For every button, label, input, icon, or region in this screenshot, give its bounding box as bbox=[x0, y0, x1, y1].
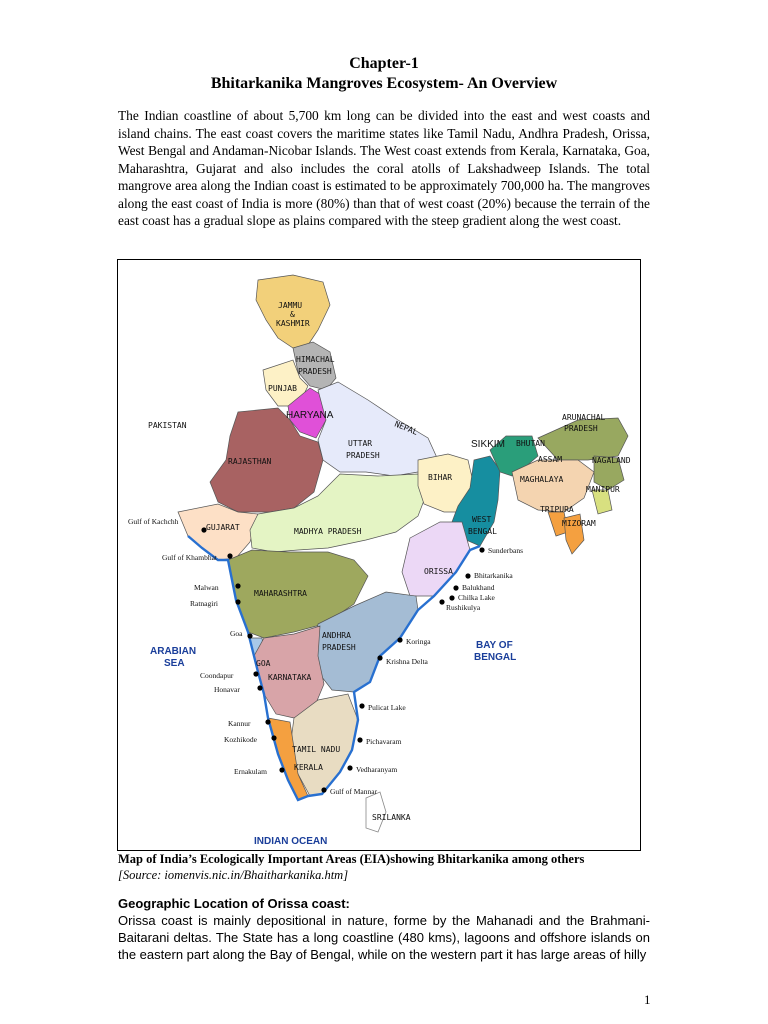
site-balukhand: Balukhand bbox=[462, 583, 495, 592]
site-bhitarkanika: Bhitarkanika bbox=[474, 571, 513, 580]
site-vedharanyam: Vedharanyam bbox=[356, 765, 398, 774]
site-dot bbox=[265, 719, 270, 724]
label-ap1: ANDHRA bbox=[322, 631, 351, 640]
label-hp1: HIMACHAL bbox=[296, 355, 335, 364]
site-dot bbox=[235, 583, 240, 588]
label-pakistan: PAKISTAN bbox=[148, 421, 187, 430]
site-dot bbox=[279, 767, 284, 772]
label-tripura: TRIPURA bbox=[540, 505, 574, 514]
label-meghalaya: MAGHALAYA bbox=[520, 475, 564, 484]
site-rushikulya: Rushikulya bbox=[446, 603, 481, 612]
site-dot bbox=[271, 735, 276, 740]
label-bay1: BAY OF bbox=[476, 640, 513, 651]
label-up1: UTTAR bbox=[348, 439, 373, 448]
site-dot bbox=[359, 703, 364, 708]
site-dot bbox=[235, 599, 240, 604]
map-caption: Map of India’s Ecologically Important Areas (EIA)showing Bhitarkanika among others bbox=[118, 852, 585, 866]
label-maharashtra: MAHARASHTRA bbox=[254, 589, 307, 598]
shape-orissa bbox=[402, 522, 470, 596]
india-map bbox=[117, 259, 641, 851]
site-dot bbox=[439, 599, 444, 604]
chapter-heading bbox=[0, 54, 768, 94]
label-haryana: HARYANA bbox=[286, 410, 334, 421]
site-koringa: Koringa bbox=[406, 637, 431, 646]
site-dot bbox=[247, 633, 252, 638]
label-karnataka: KARNATAKA bbox=[268, 673, 312, 682]
label-nepal: NEPAL bbox=[393, 419, 419, 437]
site-dot bbox=[257, 685, 262, 690]
site-sunderbans: Sunderbans bbox=[488, 546, 523, 555]
state-shapes bbox=[178, 275, 628, 832]
shape-gujarat bbox=[178, 504, 258, 560]
site-goa: Goa bbox=[230, 629, 243, 638]
shape-sri-lanka bbox=[366, 792, 386, 832]
label-arabian1: ARABIAN bbox=[150, 646, 197, 657]
intro-paragraph: The Indian coastline of about 5,700 km long can be divided into the east and west coasts and island chains. The east coast covers the maritime states like Tamil Nadu, Andhra Pradesh, Orissa, West Bengal and Andaman-Nicobar Islands. The West coast extends from Kerala, Karnataka, Goa, Maharashtra, Gujarat and also includes the coral atolls of Lakshadweep Islands. The total mangrove area along the Indian coast is estimated to be approximately 700,000 ha. The mangroves along the east coast of India is more (80%) than that of west coast (20%) because the terrain of the east coast has a gradual slope as plains compared with the steep gradient along the west coast. bbox=[118, 108, 650, 228]
site-dot bbox=[347, 765, 352, 770]
orissa-paragraph: Orissa coast is mainly depositional in nature, forme by the Mahanadi and the Brahmani-Baitarani deltas. The State has a long coastline (480 kms), lagoons and offshore islands on the eastern part along the Bay of Bengal, while on the western part it has large areas of hilly bbox=[118, 913, 650, 962]
label-sikkim: SIKKIM bbox=[471, 439, 505, 450]
site-mannar: Gulf of Mannar bbox=[330, 787, 378, 796]
label-up2: PRADESH bbox=[346, 451, 380, 460]
site-ratnagiri: Ratnagiri bbox=[190, 599, 218, 608]
site-pulicat: Pulicat Lake bbox=[368, 703, 406, 712]
label-rajasthan: RAJASTHAN bbox=[228, 457, 272, 466]
site-dot bbox=[253, 671, 258, 676]
label-jk2: & bbox=[290, 310, 295, 319]
label-manipur: MANIPUR bbox=[586, 485, 620, 494]
site-chilka: Chilka Lake bbox=[458, 593, 495, 602]
section-subheading: Geographic Location of Orissa coast: bbox=[118, 896, 350, 911]
site-dot bbox=[227, 553, 232, 558]
label-mp: MADHYA PRADESH bbox=[294, 527, 362, 536]
chapter-title: Bhitarkanika Mangroves Ecosystem- An Overview bbox=[210, 75, 558, 92]
label-kerala: KERALA bbox=[294, 763, 323, 772]
map-source: [Source: iomenvis.nic.in/Bhaitharkanika.htm] bbox=[118, 868, 349, 882]
label-jk1: JAMMU bbox=[278, 301, 303, 310]
site-pichavaram: Pichavaram bbox=[366, 737, 402, 746]
label-jk3: KASHMIR bbox=[276, 319, 310, 328]
label-orissa: ORISSA bbox=[424, 567, 453, 576]
label-wb1: WEST bbox=[472, 515, 492, 524]
label-arabian2: SEA bbox=[164, 658, 185, 669]
site-kozhikode: Kozhikode bbox=[224, 735, 257, 744]
site-malwan: Malwan bbox=[194, 583, 219, 592]
site-dot bbox=[449, 595, 454, 600]
label-bay2: BENGAL bbox=[474, 652, 517, 663]
page-number: 1 bbox=[644, 992, 651, 1007]
label-gujarat: GUJARAT bbox=[206, 523, 240, 532]
site-dot bbox=[321, 787, 326, 792]
label-ap2: PRADESH bbox=[322, 643, 356, 652]
site-coondapur: Coondapur bbox=[200, 671, 234, 680]
label-bihar: BIHAR bbox=[428, 473, 453, 482]
label-assam: ASSAM bbox=[538, 455, 563, 464]
site-dot bbox=[357, 737, 362, 742]
label-goa: GOA bbox=[256, 659, 271, 668]
label-arunachal1: ARUNACHAL bbox=[562, 413, 606, 422]
label-indian-ocean: INDIAN OCEAN bbox=[254, 836, 328, 847]
label-bhutan: BHUTAN bbox=[516, 439, 545, 448]
india-map-svg bbox=[118, 260, 640, 850]
chapter-number: Chapter-1 bbox=[349, 55, 419, 72]
label-nagaland: NAGALAND bbox=[592, 456, 631, 465]
label-punjab: PUNJAB bbox=[268, 384, 297, 393]
site-dot bbox=[465, 573, 470, 578]
site-krishna: Krishna Delta bbox=[386, 657, 428, 666]
site-kachchh: Gulf of Kachchh bbox=[128, 517, 179, 526]
label-wb2: BENGAL bbox=[468, 527, 497, 536]
site-honavar: Honavar bbox=[214, 685, 240, 694]
label-tn: TAMIL NADU bbox=[292, 745, 341, 754]
site-dot bbox=[479, 547, 484, 552]
site-dot bbox=[453, 585, 458, 590]
site-ernakulam: Ernakulam bbox=[234, 767, 267, 776]
site-khambhat: Gulf of Khambhat bbox=[162, 553, 217, 562]
site-kannur: Kannur bbox=[228, 719, 251, 728]
site-dot bbox=[397, 637, 402, 642]
site-dot bbox=[377, 655, 382, 660]
label-hp2: PRADESH bbox=[298, 367, 332, 376]
label-arunachal2: PRADESH bbox=[564, 424, 598, 433]
label-srilanka: SRILANKA bbox=[372, 813, 411, 822]
label-mizoram: MIZORAM bbox=[562, 519, 596, 528]
